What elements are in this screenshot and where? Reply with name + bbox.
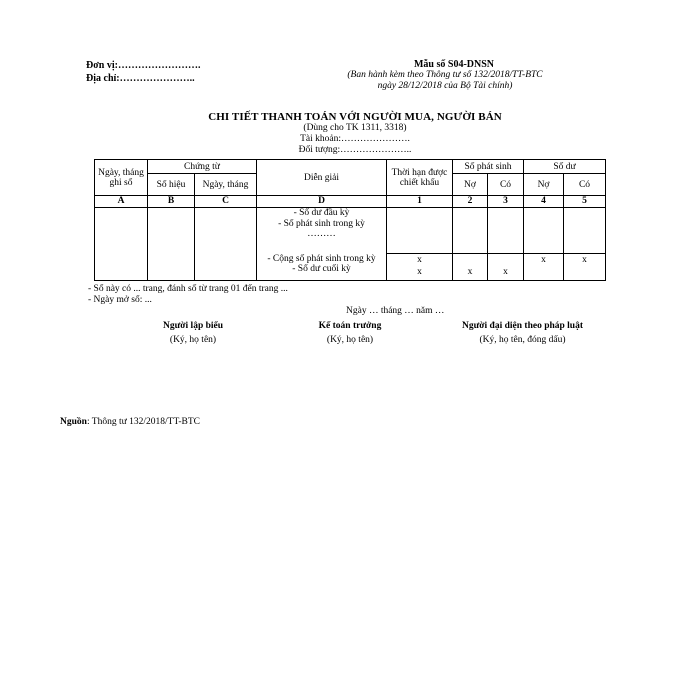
preparer-note: (Ký, họ tên) [169, 335, 217, 345]
desc-total-arising: - Cộng số phát sinh trong kỳ [267, 253, 376, 264]
cell-balance-debit-marks [524, 254, 564, 281]
note-pages: - Sổ này có ... trang, đánh số từ trang 01 đến trang ... [88, 284, 288, 294]
col-header-voucher-date: Ngày, tháng [195, 174, 257, 196]
col-code: C [195, 196, 257, 208]
source-line [60, 417, 200, 427]
form-issued-line2: ngày 28/12/2018 của Bộ Tài chính) [377, 81, 513, 91]
cell-balance-credit-marks [564, 254, 606, 281]
ledger-table [94, 159, 606, 281]
cell-description-top [257, 208, 387, 254]
desc-arising: - Số phát sinh trong kỳ [278, 218, 365, 229]
unit-line [86, 59, 200, 72]
desc-ellipsis: ……… [307, 229, 336, 239]
cell-date [95, 208, 148, 281]
col-header-voucher-no: Số hiệu [148, 174, 195, 196]
legal-rep-title: Người đại diện theo pháp luật [461, 321, 584, 331]
x-mark: x [417, 267, 422, 277]
col-header-date: Ngày, tháng ghi sổ [95, 160, 148, 196]
signature-preparer [138, 319, 248, 347]
col-header-arising-credit: Có [488, 174, 524, 196]
cell-voucher-no [148, 208, 195, 281]
x-mark: x [582, 255, 587, 265]
form-info [330, 59, 560, 92]
accountant-note: (Ký, họ tên) [326, 335, 374, 345]
accountant-title: Kế toán trưởng [318, 321, 382, 331]
address-value: ………………….. [119, 73, 195, 84]
col-header-voucher: Chứng từ [148, 160, 257, 174]
col-code: B [148, 196, 195, 208]
form-issued-line1: (Ban hành kèm theo Thông tư số 132/2018/TT-BTC [347, 70, 543, 80]
title-block [150, 112, 560, 156]
col-code: 2 [453, 196, 488, 208]
col-header-balance: Số dư [524, 160, 606, 174]
form-code: Mẫu số S04-DNSN [413, 59, 494, 70]
cell-arising-credit-marks [488, 254, 524, 281]
x-mark: x [503, 267, 508, 277]
desc-opening-balance: - Số dư đầu kỳ [293, 208, 350, 218]
col-header-balance-credit: Có [564, 174, 606, 196]
col-code: 5 [564, 196, 606, 208]
signature-date: Ngày … tháng … năm … [346, 306, 445, 316]
desc-closing-balance: - Số dư cuối kỳ [292, 264, 351, 274]
unit-info [86, 59, 200, 85]
table-row [95, 208, 606, 254]
legal-rep-note: (Ký, họ tên, đóng dấu) [479, 335, 566, 345]
address-label: Địa chỉ: [86, 73, 120, 84]
col-header-discount-term: Thời hạn được chiết khấu [387, 160, 453, 196]
subject-line: Đối tượng:………………….. [298, 145, 412, 155]
col-code: D [257, 196, 387, 208]
col-header-arising-debit: Nợ [453, 174, 488, 196]
address-line [86, 72, 200, 85]
cell-balance-debit [524, 208, 564, 254]
cell-voucher-date [195, 208, 257, 281]
note-open-date: - Ngày mở sổ: ... [88, 295, 152, 305]
preparer-title: Người lập biểu [162, 321, 224, 331]
cell-term [387, 208, 453, 254]
x-mark: x [541, 255, 546, 265]
unit-value: ……………………. [117, 60, 201, 71]
cell-arising-debit [453, 208, 488, 254]
account-line: Tài khoản:…………………. [300, 134, 410, 144]
cell-arising-debit-marks [453, 254, 488, 281]
cell-arising-credit [488, 208, 524, 254]
notes [88, 284, 288, 306]
x-mark: x [467, 267, 473, 277]
cell-balance-credit [564, 208, 606, 254]
source-text: : Thông tư 132/2018/TT-BTC [86, 417, 201, 427]
unit-label: Đơn vị: [86, 60, 118, 71]
page-title: CHI TIẾT THANH TOÁN VỚI NGƯỜI MUA, NGƯỜI BÁN [208, 111, 502, 123]
col-header-description: Diễn giải [257, 160, 387, 196]
source-label: Nguồn [60, 417, 87, 427]
cell-description-bottom [257, 254, 387, 281]
signature-accountant [295, 319, 405, 347]
signature-legal-rep [445, 319, 600, 347]
x-mark: x [417, 255, 422, 265]
col-header-balance-debit: Nợ [524, 174, 564, 196]
col-code: 1 [387, 196, 453, 208]
cell-term-marks [387, 254, 453, 281]
col-header-arising: Số phát sinh [453, 160, 524, 174]
col-code: A [95, 196, 148, 208]
usage-line: (Dùng cho TK 1311, 3318) [303, 123, 407, 133]
col-code: 4 [524, 196, 564, 208]
col-code: 3 [488, 196, 524, 208]
